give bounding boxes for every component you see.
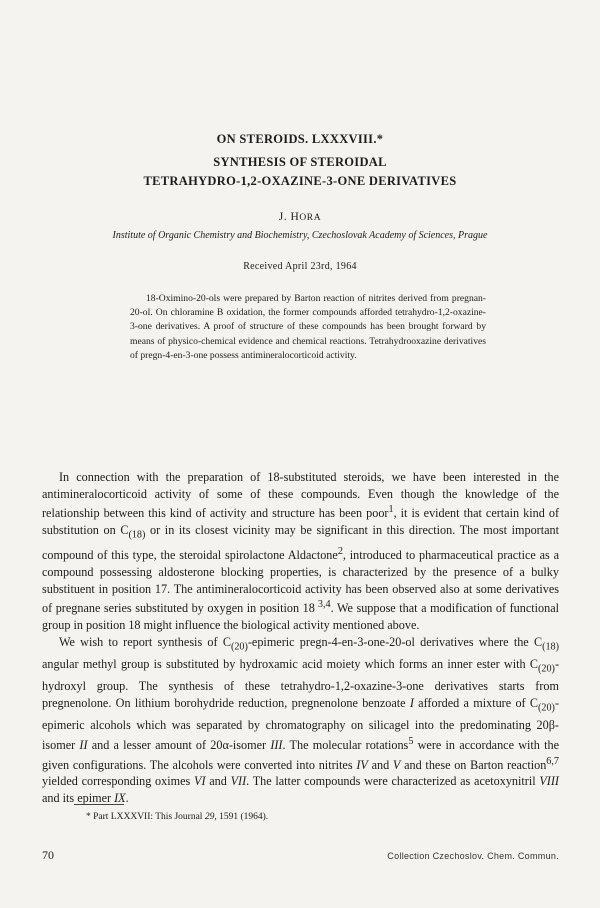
compound-label: III (270, 737, 283, 752)
text-run: and its epimer (42, 791, 115, 806)
citation-ref: 3,4 (314, 599, 331, 611)
compound-label: VI (194, 774, 206, 789)
subscript: (18) (128, 529, 146, 541)
citation-ref: 1 (388, 504, 394, 516)
series-title: ON STEROIDS. LXXXVIII.* (216, 132, 384, 146)
journal-footer: Collection Czechoslov. Chem. Commun. (387, 851, 559, 861)
text-run: , it is evident that certain kind of substitution on C (42, 506, 559, 538)
footnote-divider (74, 804, 124, 805)
text-run: In connection with the preparation of 18-substituted steroids, we have been interested in the antimineralocorticoid activity of some of these compounds. Even though the knowledge of the relationship between this kind of activity and structure has been poor (42, 470, 559, 521)
text-run: -epimeric pregn-4-en-3-one-20-ol derivatives where the C (247, 634, 543, 649)
journal-volume: 29 (204, 812, 215, 822)
text-run: afforded a mixture of C (413, 695, 539, 710)
text-run: , 1591 (1964). (214, 812, 269, 822)
text-run: . (125, 791, 129, 806)
compound-label: II (79, 737, 88, 752)
text-run: and a lesser amount of 20α-isomer (87, 737, 271, 752)
subscript: (20) (230, 641, 248, 653)
paragraph-1 (42, 469, 559, 634)
subscript: (20) (538, 663, 555, 675)
author-affiliation: Institute of Organic Chemistry and Biochemistry, Czechoslovak Academy of Sciences, Prague (112, 230, 488, 241)
text-run: were in accordance with the given configurations. The alcohols were converted into nitrites (42, 737, 559, 772)
author-surname-smallcaps: ORA (299, 213, 322, 223)
text-run: * Part LXXXVII: This Journal (86, 812, 205, 822)
text-run: angular methyl group is substituted by hydroxamic acid moiety which forms an inner ester with C (42, 657, 539, 672)
compound-label: I (409, 695, 414, 710)
abstract: 18-Oximino-20-ols were prepared by Barton reaction of nitrites derived from pregnan-20-ol. On chloramine B oxidation, the former compounds afforded tetrahydro-1,2-oxazine-3-one derivatives. A proof of structure of these compounds has been brought forward by means of physico-chemical evidence and chemical reactions. Tetrahydrooxazine derivatives of pregn-4-en-3-one possess antimineralocorticoid activity. (130, 293, 486, 361)
text-run: and these on Barton reaction (400, 757, 547, 772)
citation-ref: 2 (337, 546, 343, 558)
text-run: , introduced to pharmaceutical practice as a compound possessing aldosterone blocking properties, is characterized by the presence of a bulky substituent in position 17. The antimineralocorticoid activity has been observed also at some derivatives of pregnane series substituted by oxygen in position 18 (42, 548, 560, 616)
text-run: and (367, 757, 393, 772)
citation-ref: 6,7 (546, 755, 559, 767)
subscript: (18) (542, 641, 559, 653)
compound-label: IX (114, 791, 126, 806)
author-name (0, 211, 600, 223)
compound-label: V (392, 757, 401, 772)
text-run: . We suppose that a modification of functional group in position 18 might influence the biological activity mentioned above. (42, 601, 560, 633)
text-run: yielded corresponding oximes (42, 774, 194, 789)
received-date: Received April 23rd, 1964 (243, 261, 357, 272)
text-run: -hydroxyl group. The synthesis of these tetrahydro-1,2-oxazine-3-one derivatives starts from pregnenolone. On lithium borohydride reduction, pregnenolone benzoate (42, 657, 559, 710)
title-block (0, 131, 600, 189)
article-title-line-2: TETRAHYDRO-1,2-OXAZINE-3-ONE DERIVATIVES (143, 174, 457, 188)
compound-label: IV (356, 757, 368, 772)
footnote (86, 812, 268, 822)
compound-label: VII (230, 774, 247, 789)
page-number: 70 (42, 848, 54, 862)
citation-ref: 5 (408, 735, 414, 747)
paragraph-2 (42, 634, 559, 807)
text-run: . The latter compounds were characterized as acetoxynitril (246, 774, 540, 789)
text-run: and (205, 774, 231, 789)
body-text (42, 469, 559, 807)
author-initial: J. H (278, 211, 300, 223)
text-run: or in its closest vicinity may be significant in this direction. The most important compound of this type, the steroidal spirolactone Aldactone (42, 523, 559, 563)
text-run: . The molecular rotations (282, 737, 409, 752)
subscript: (20) (538, 702, 555, 714)
text-run: -epimeric alcohols which was separated by chromatography on silicagel into the predominating 20β-isomer (42, 695, 559, 752)
article-title-line-1: SYNTHESIS OF STEROIDAL (213, 155, 387, 169)
text-run: We wish to report synthesis of C (59, 634, 231, 649)
compound-label: VIII (539, 774, 559, 789)
